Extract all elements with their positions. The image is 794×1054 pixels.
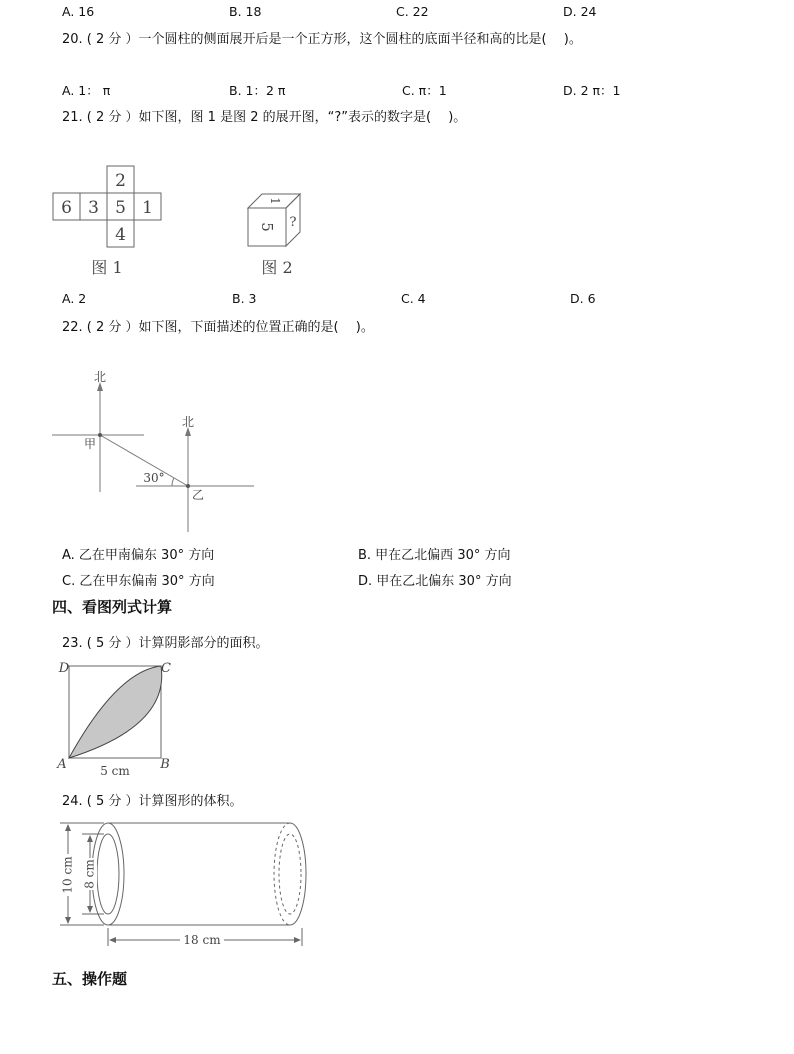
q24-hollow-cylinder [52, 816, 322, 952]
q20-option-b: B. 1：2 π [229, 83, 286, 98]
q24-stem: 24. ( 5 分 ）计算图形的体积。 [62, 794, 243, 809]
q22-direction-diagram [48, 366, 268, 536]
q22-option-d: D. 甲在乙北偏东 30° 方向 [358, 574, 512, 589]
label-jia: 甲 [83, 437, 97, 451]
cube-face-top: 1 [268, 197, 282, 205]
north-label-jia: 北 [93, 370, 107, 384]
label-yi: 乙 [191, 488, 205, 502]
q22-option-c: C. 乙在甲东偏南 30° 方向 [62, 574, 215, 589]
q21-stem: 21. ( 2 分 ）如下图，图 1 是图 2 的展开图，“?”表示的数字是( )。 [62, 110, 467, 125]
dimension-5cm: 5 cm [100, 764, 130, 778]
q19-option-c: C. 22 [396, 4, 429, 19]
q22-option-b: B. 甲在乙北偏西 30° 方向 [358, 548, 511, 563]
fig1-caption: 图 1 [91, 258, 123, 277]
q19-option-a: A. 16 [62, 4, 95, 19]
q20-option-d: D. 2 π：1 [563, 83, 621, 98]
q21-option-d: D. 6 [570, 291, 596, 306]
net-cell-bottom: 4 [115, 225, 126, 245]
q19-option-b: B. 18 [229, 4, 262, 19]
label-b: B [160, 757, 170, 772]
fig2-caption: 图 2 [261, 258, 293, 277]
net-cell-1: 6 [61, 198, 72, 218]
q21-option-a: A. 2 [62, 291, 87, 306]
point-jia [98, 433, 102, 437]
dimension-10cm: 10 cm [60, 856, 75, 894]
q23-stem: 23. ( 5 分 ）计算阴影部分的面积。 [62, 636, 269, 651]
q21-option-c: C. 4 [401, 291, 426, 306]
section-5-title: 五、操作题 [52, 970, 128, 988]
dimension-8cm: 8 cm [82, 859, 97, 889]
angle-label: 30° [143, 471, 165, 485]
q22-stem: 22. ( 2 分 ）如下图，下面描述的位置正确的是( )。 [62, 320, 374, 335]
q22-option-a: A. 乙在甲南偏东 30° 方向 [62, 548, 215, 563]
dimension-18cm: 18 cm [183, 933, 221, 947]
q20-option-c: C. π：1 [402, 83, 447, 98]
cube-face-front: 5 [258, 222, 276, 232]
q23-shaded-figure [52, 656, 182, 781]
label-a: A [57, 757, 67, 772]
net-cell-4: 1 [142, 198, 153, 218]
q21-figures [50, 160, 310, 285]
cube-face-side: ? [289, 215, 297, 230]
point-yi [186, 484, 190, 488]
q21-option-b: B. 3 [232, 291, 257, 306]
shaded-region [69, 666, 162, 758]
net-cell-2: 3 [88, 198, 99, 218]
net-cell-top: 2 [115, 171, 126, 191]
label-c: C [161, 661, 171, 676]
q19-option-d: D. 24 [563, 4, 597, 19]
section-4-title: 四、看图列式计算 [52, 598, 173, 616]
net-cell-3: 5 [115, 198, 126, 218]
north-label-yi: 北 [181, 415, 195, 429]
q20-option-a: A. 1： π [62, 83, 111, 98]
label-d: D [58, 661, 70, 676]
q20-stem: 20. ( 2 分 ）一个圆柱的侧面展开后是一个正方形，这个圆柱的底面半径和高的比是( )。 [62, 32, 582, 47]
